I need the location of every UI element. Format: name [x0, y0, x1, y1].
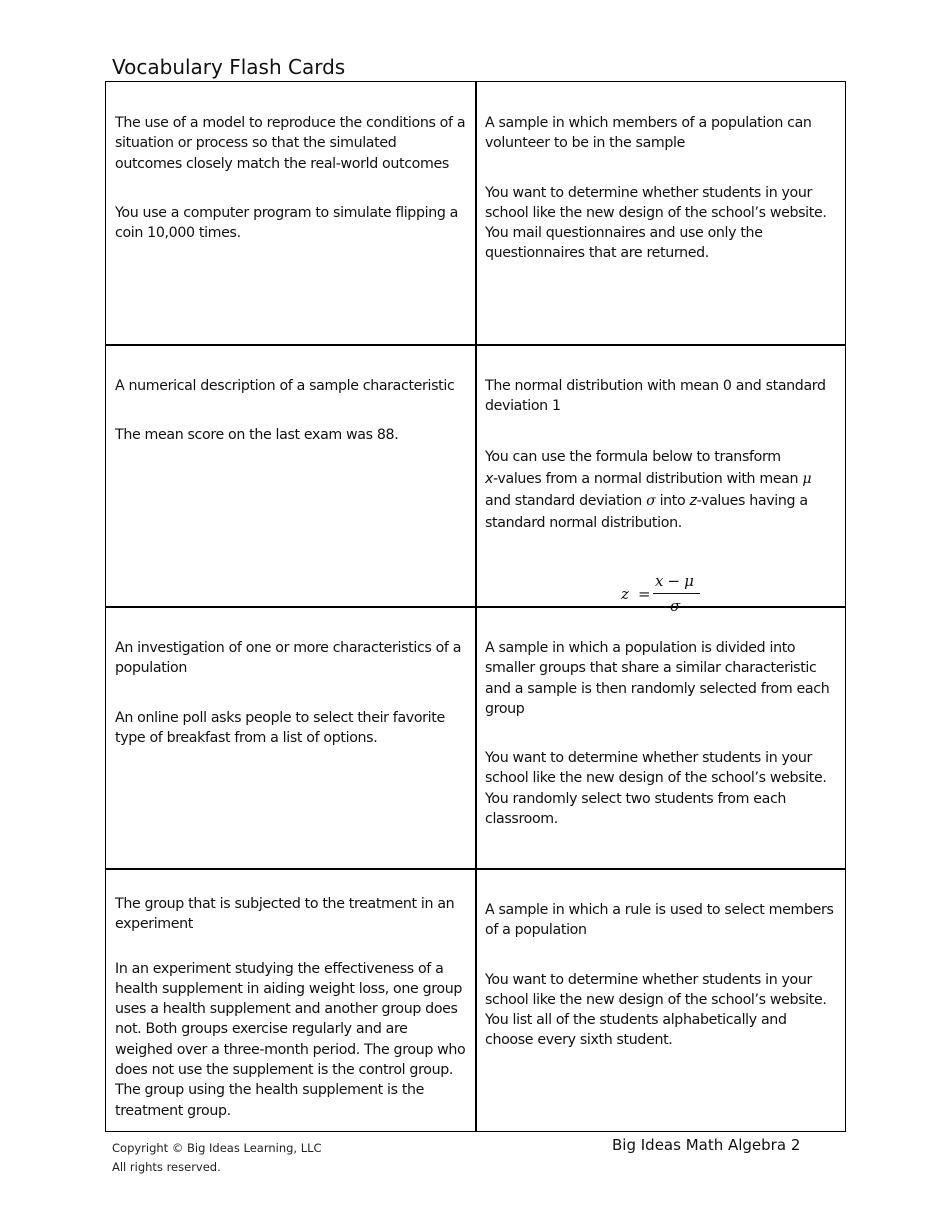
variable-x: x — [485, 470, 494, 487]
copyright-text: Copyright © Big Ideas Learning, LLC — [112, 1141, 322, 1155]
example-text: -values from a normal distribution with mean — [493, 470, 799, 487]
row-divider — [106, 344, 845, 346]
formula-equals: = — [638, 585, 651, 603]
card-definition: A sample in which members of a population can volunteer to be in the sample — [485, 115, 812, 152]
flash-card — [106, 113, 475, 243]
formula-numerator: x − μ — [655, 572, 694, 590]
mu-symbol: μ — [802, 470, 812, 487]
card-example: The mean score on the last exam was 88. — [115, 427, 399, 444]
footer-copyright — [112, 1139, 322, 1177]
flash-card — [476, 113, 845, 264]
card-definition: A sample in which a rule is used to select members of a population — [485, 902, 834, 939]
card-example: In an experiment studying the effectiveness of a health supplement in aiding weight loss, one group uses a health supplement and another group does not. Both groups exercise regularly and are weighed over a three-month period. The group who does not use the supplement is the control group. The group using the health supplement is the treatment group. — [115, 960, 466, 1119]
row-divider — [106, 868, 845, 870]
card-definition: The group that is subjected to the treatment in an experiment — [115, 896, 455, 933]
sigma-symbol: σ — [646, 492, 656, 509]
example-text: and standard deviation — [485, 492, 642, 509]
card-example — [485, 446, 836, 534]
page-title: Vocabulary Flash Cards — [112, 55, 346, 79]
card-example: You want to determine whether students in your school like the new design of the school’s website. You list all of the students alphabetically and choose every sixth student. — [485, 971, 827, 1049]
card-example: You use a computer program to simulate flipping a coin 10,000 times. — [115, 204, 459, 242]
example-text: You can use the formula below to transform — [485, 448, 781, 465]
example-text: -values having a standard normal distribution. — [485, 492, 808, 531]
card-example: An online poll asks people to select their favorite type of breakfast from a list of options. — [115, 709, 445, 746]
formula-lhs: z — [621, 585, 629, 603]
flash-card — [106, 894, 475, 1121]
example-text: into — [659, 492, 686, 509]
card-definition: A numerical description of a sample characteristic — [115, 378, 455, 394]
flash-card-grid — [105, 81, 846, 1132]
card-example: You want to determine whether students in your school like the new design of the school’s website. You mail questionnaires and use only the questionnaires that are returned. — [485, 184, 827, 262]
row-divider — [106, 606, 845, 608]
card-example: You want to determine whether students in your school like the new design of the school’s website. You randomly select two students from each classroom. — [485, 750, 827, 828]
card-definition: The normal distribution with mean 0 and standard deviation 1 — [485, 378, 826, 415]
flash-card — [476, 638, 845, 829]
formula-denominator: σ — [670, 597, 680, 615]
flash-card — [476, 376, 845, 615]
flash-card — [476, 900, 845, 1051]
flash-card — [106, 638, 475, 748]
flash-card — [106, 376, 475, 446]
card-definition: A sample in which a population is divided into smaller groups that share a similar characteristic and a sample is then randomly selected from each group — [485, 640, 830, 717]
variable-z: z — [689, 492, 697, 509]
card-definition: The use of a model to reproduce the conditions of a situation or process so that the simulated outcomes closely match the real-world outcomes — [115, 115, 466, 172]
footer-book-title: Big Ideas Math Algebra 2 — [612, 1136, 801, 1154]
rights-text: All rights reserved. — [112, 1160, 221, 1174]
fraction-bar — [653, 593, 700, 594]
card-definition: An investigation of one or more characteristics of a population — [115, 640, 462, 677]
